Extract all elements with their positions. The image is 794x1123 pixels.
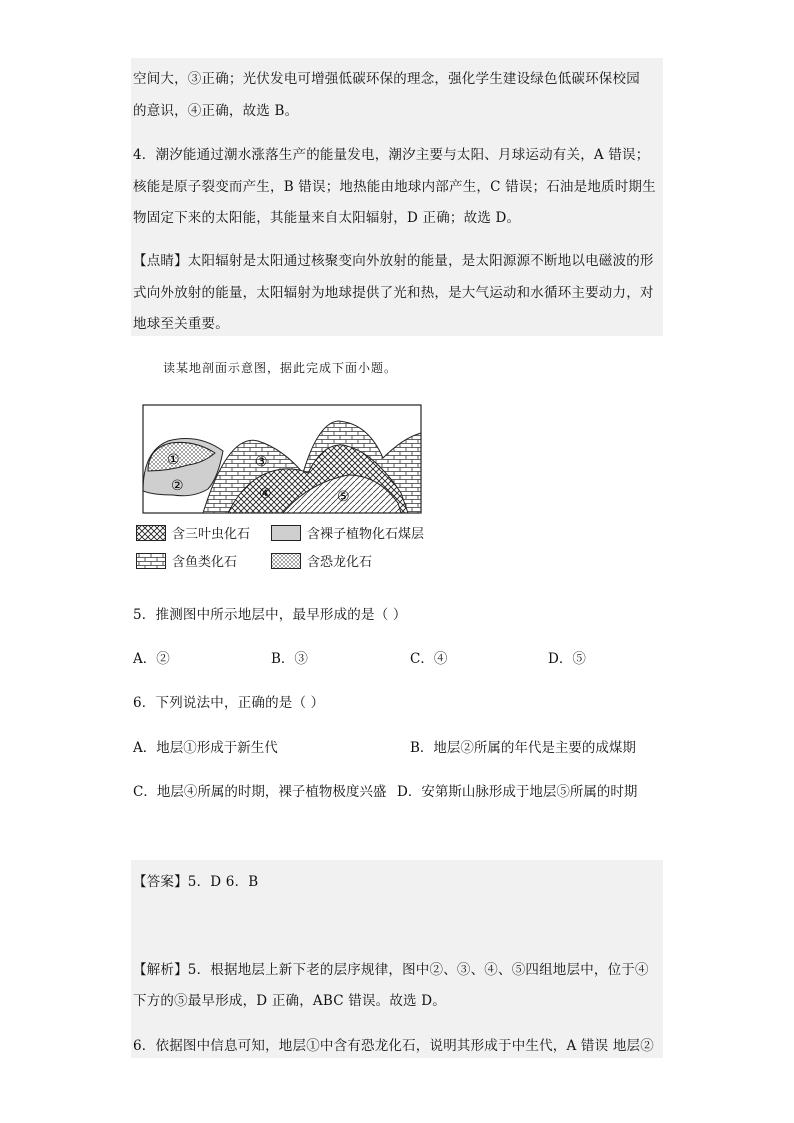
layer-label-3: ③ [255, 454, 268, 470]
gray-swatch-icon [271, 525, 301, 541]
legend-label: 含恐龙化石 [307, 555, 373, 570]
analysis-line: 空间大，③正确；光伏发电可增强低碳环保的理念，强化学生建设绿色低碳环保校园 [133, 71, 640, 87]
analysis-line: 物固定下来的太阳能，其能量来自太阳辐射，D 正确；故选 D。 [133, 210, 521, 226]
layer-label-4: ④ [259, 486, 272, 502]
answer-line: 【答案】5．D 6．B [133, 874, 259, 890]
comment-line: 【点睛】太阳辐射是太阳通过核聚变向外放射的能量，是太阳源源不断地以电磁波的形 [133, 253, 654, 269]
q6-option-d[interactable]: D．安第斯山脉形成于地层⑤所属的时期 [397, 784, 638, 800]
comment-line: 式向外放射的能量，太阳辐射为地球提供了光和热，是大气运动和水循环主要动力，对 [133, 285, 654, 301]
geologic-cross-section [133, 403, 425, 517]
analysis-line: 4．潮汐能通过潮水涨落生产的能量发电，潮汐主要与太阳、月球运动有关，A 错误； [133, 147, 650, 163]
legend-dinosaur [271, 551, 372, 570]
analysis-line: 下方的⑤最早形成，D 正确，ABC 错误。故选 D。 [133, 993, 446, 1009]
question-6-stem: 6．下列说法中，正确的是（ ） [133, 695, 325, 711]
legend-label: 含三叶虫化石 [172, 527, 251, 542]
q6-option-a[interactable]: A．地层①形成于新生代 [133, 740, 278, 756]
q5-option-a[interactable]: A．② [133, 651, 170, 667]
layer-label-5: ⑤ [337, 489, 350, 505]
analysis-line: 的意识，④正确，故选 B。 [133, 103, 299, 119]
crosshatch-swatch-icon [136, 525, 166, 541]
analysis-line: 核能是原子裂变而产生，B 错误；地热能由地球内部产生，C 错误；石油是地质时期生 [133, 179, 656, 195]
q6-option-c[interactable]: C．地层④所属的时期，裸子植物极度兴盛 [133, 784, 387, 800]
layer-label-2: ② [171, 478, 184, 494]
comment-line: 地球至关重要。 [133, 316, 229, 332]
q5-option-d[interactable]: D．⑤ [548, 651, 586, 667]
legend-fish [136, 551, 237, 570]
analysis-line: 6．依据图中信息可知，地层①中含有恐龙化石，说明其形成于中生代，A 错误 地层② [133, 1038, 654, 1054]
legend-label: 含鱼类化石 [172, 555, 238, 570]
dots-swatch-icon [271, 553, 301, 569]
legend-trilobite [136, 523, 250, 542]
layer-label-1: ① [167, 452, 180, 468]
legend-label: 含裸子植物化石煤层 [307, 527, 425, 542]
q5-option-c[interactable]: C．④ [410, 651, 448, 667]
question-intro: 读某地剖面示意图，据此完成下面小题。 [163, 361, 398, 375]
q6-option-b[interactable]: B．地层②所属的年代是主要的成煤期 [410, 740, 636, 756]
q5-option-b[interactable]: B．③ [271, 651, 308, 667]
brick-swatch-icon [136, 553, 166, 569]
legend-coal [271, 523, 424, 542]
question-5-stem: 5．推测图中所示地层中，最早形成的是（ ） [133, 607, 407, 623]
analysis-line: 【解析】5．根据地层上新下老的层序规律，图中②、③、④、⑤四组地层中，位于④ [133, 962, 649, 978]
